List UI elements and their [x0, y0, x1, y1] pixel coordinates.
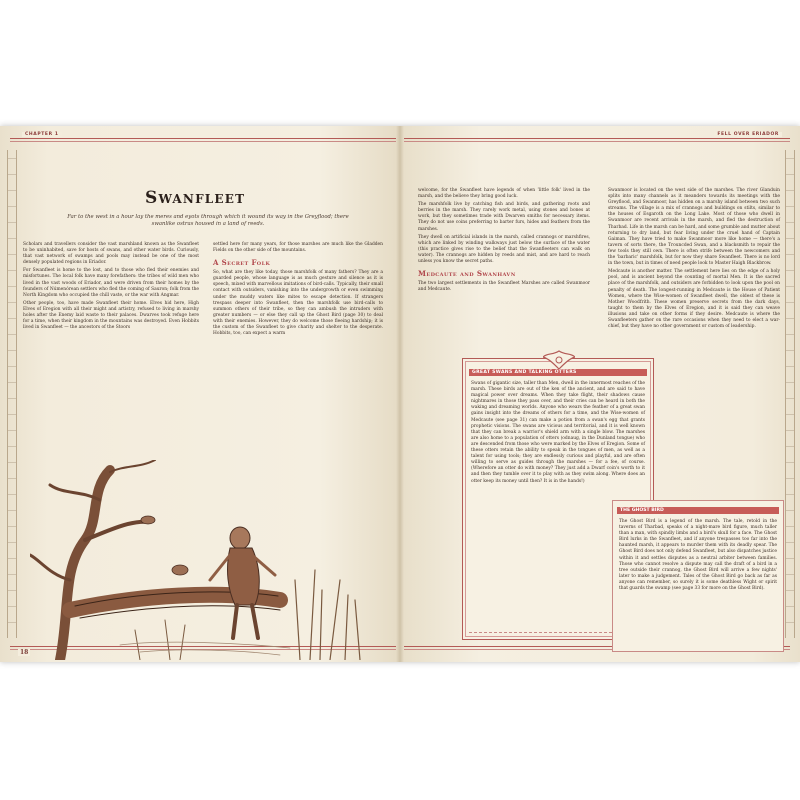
right-column-2	[608, 188, 780, 332]
section-heading-medcaute: Medcaute and Swanhavn	[418, 269, 516, 279]
box-heading: THE GHOST BIRD	[617, 507, 779, 514]
paragraph: Scholars and travellers consider the vast marshland known as the Swanfleet to be uninhabited, save for hosts of swans, and other water birds. Curiously, that vast network of swamps and pools may instead be one of the most densely populated regions in Eriador.	[23, 242, 199, 266]
sidebar-ghost-bird	[612, 500, 784, 652]
top-border-ornament	[10, 132, 396, 146]
right-side-ornament	[782, 150, 796, 638]
paragraph: They dwell on artificial islands in the marsh, called crannogs or marshfires, which are linked by winding walkways just below the surface of the water (this practice gives rise to the belief that the Swanfleeters can walk on water). The crannogs are hidden by reeds and mist, and are hard to reach unless you know the secret paths.	[418, 234, 590, 265]
paragraph: welcome, for the Swanfleet have legends of when 'little folk' lived in the marsh, and the believe they bring good luck.	[418, 188, 590, 200]
chapter-title: Swanfleet	[145, 188, 246, 208]
marsh-illustration	[30, 460, 375, 660]
sidebar-heading: GREAT SWANS AND TALKING OTTERS	[469, 369, 647, 376]
paragraph: settled here for many years, for those marshes are much like the Gladden Fields on the other side of the mountains.	[213, 242, 383, 254]
paragraph: The two largest settlements in the Swanfleet Marshes are called Swanmoor and Medcaute.	[418, 281, 590, 293]
paragraph: Other people, too, have made Swanfleet their home. Elves hid here, High Elves of Eregion with all their might and artistry, refused to living in marshy holes after the Enemy laid waste to their palaces. Dwarves took refuge here for a time, when their kingdom in the mountains was destroyed. Even Hobbits lived in Swanfleet — the ancestors of the Stoors	[23, 300, 199, 331]
left-column-2	[213, 242, 383, 339]
paragraph: Swanmoor is located on the west side of the marshes. The river Glanduin splits into many channels as it meanders towards its meetings with the Greyflood, and Swanmoor, has hidden on a marshy island between two such streams. The village is a mix of crannogs and buildings on stilts, similar to the houses of Esgaroth on the Long Lake. Most of those who dwell in Swanmoor are recent arrivals in the marsh, and fled the destruction of Tharbad. Life in the marsh can be hard, and some grumble and mutter about returning to dry land, but fear living under the cruel hand of Captain Gaiman. They have tried to make Swanmoor more like home — there's a tavern of sorts there, the Trouncded Swan, and a blacksmith to repair the few tools they still own. There is often strife between the newcomers and the 'barbaric' marshfolk, but for now they share Swanfleet. There is no lord in the town, but in times of need people look to Master Haigh Blackbrow.	[608, 188, 781, 267]
sidebar-body	[471, 381, 645, 487]
left-column-1	[23, 242, 199, 333]
paragraph: Swans of gigantic size, taller than Men, dwell in the innermost reaches of the marsh. These birds are out of the ken of the ancient, and are said to have magical power over dreams. When they take flight, their shadows cause nightmares in those they pass over, and their cries can be heard in both the waking and dreaming worlds. Anyone who wears the feather of a great swan gains insight into the dreams of others for a time, and the Wise-women of Medcaute (see page 31) can make a potion from a swan's egg that grants prophetic visions. The swans are vicious and territorial, and it is well known that they can break a warrior's shield arm with a single blow. The marshes are also home to a population of otters (odnaug, in the Dunland tongue) who are descended from those who were marked by the Elves of Eregion. Some of these otters retain the ability to speak in the tongues of men, as well as a talent for using tools; they are endlessly curious and playful, and are often willing to serve as guides through the marshes — for a fee, of course. (Wherefore an otter do with money? They just add a Dwarf coin's worth to it and then they tumble over it to play with as they swim along. Where does an otter keep its money until then? It is in the hands!)	[471, 381, 645, 484]
chapter-epigraph: Far to the west in a hour lay the meres and eyots through which it wound its way in the Greyflood; there swanlike ostras housed in a land of reeds.	[67, 214, 349, 228]
left-page	[0, 126, 400, 662]
section-heading-secret-folk: A Secret Folk	[213, 258, 271, 268]
paragraph: For Swanfleet is home to the lost, and to those who fled their enemies and misfortunes. The local folk have many forefathers: the tribes of wild men who lived in the vast woods of Eriador, and were driven from their homes by the founders of Númenórean settlers who fled the coming of Sauron; folk from the North Kingdom who occupied the chill vaste, or the war with Angmar.	[23, 268, 199, 298]
left-side-ornament	[4, 150, 18, 638]
book-spread	[0, 126, 800, 662]
chapter-header: CHAPTER 1	[22, 132, 62, 137]
section-header: FELL OVER ERIADOR	[714, 132, 782, 137]
winged-emblem-icon	[543, 349, 575, 371]
box-body	[619, 519, 777, 594]
right-column-1	[418, 188, 590, 295]
paragraph: The Ghost Bird is a legend of the marsh. The tale, retold in the taverns of Tharbad, speaks of a night-mare bird figure, much taller than a man, with spindly limbs and a bird's skull for a face. The Ghost Bird lurks in the Swanfleet, and if anyone trespasses too far into the haunted marsh, it appears to murder them with its deadly spear. The Ghost Bird does not only defend Swanfleet, but also dispatches justice within it and settles disputes as a neutral arbiter between families. Those who cannot resolve a dispute may call the draft of a bird in a tree outside their crannog, the Ghost Bird will arrive a few nights' later to make a judgement. Tales of the Ghost Bird go back as far as anyone can remember, so surely it is some deathless Wight or spirit that guards the swamp (see page 33 for more on the Ghost Bird).	[619, 519, 777, 592]
paragraph: So, what are they like today, those marshfolk of many fathers? They are a guarded people, whose language is as much gesture and silence as it is speech, mixed with marvellous imitations of bird-calls. Typically, their small contact with outsiders, vanishing into the undergrowth or even swimming under the muddy waters like mites to escape detection. If strangers trespass deeper into Swanfleet, then the marshfolk use bird-calls to summon others of their tribe, so they can ambush the intruders with greater numbers — or else they call up the Ghost Bird (page 30) to deal with their enemies. However, they do welcome those fleeing hardship; it is the custom of the Swanfleet to give charity and shelter to the desperate. Hobbits, too, can expect a warm	[213, 270, 383, 337]
right-page	[400, 126, 800, 662]
page-number: 18	[20, 649, 29, 656]
paragraph: The marshfolk live by catching fish and birds, and gathering roots and berries in the marsh. They rarely work metal, using stones and bones at work, but they sometimes trade with Dwarven smiths for necessary items. They do not use coins preferring to barter furs, hides and feathers from the marshes.	[418, 202, 590, 232]
paragraph: Medcaute is another matter. The settlement here lies on the edge of a holy pool, and is ancient beyond the counting of mortal Men. It is the sacred place of the marshfolk, and outsiders are forbidden to look upon the pool on penalty of death. The longest-running in Medcaute is the House of Patient Women, where the Wise-women of Swanfleet dwell, the oldest of these is Mother Woodfrith. These women preserve secrets from the dark days, taught to them by the Elves of Eregion, and it is said they can weave illusions and take on other forms if they desire. Medcaute is where the Swanfleeters gather on the rare occasions when they need to elect a war-chief, but they have no other government or custom of leadership.	[608, 269, 780, 330]
